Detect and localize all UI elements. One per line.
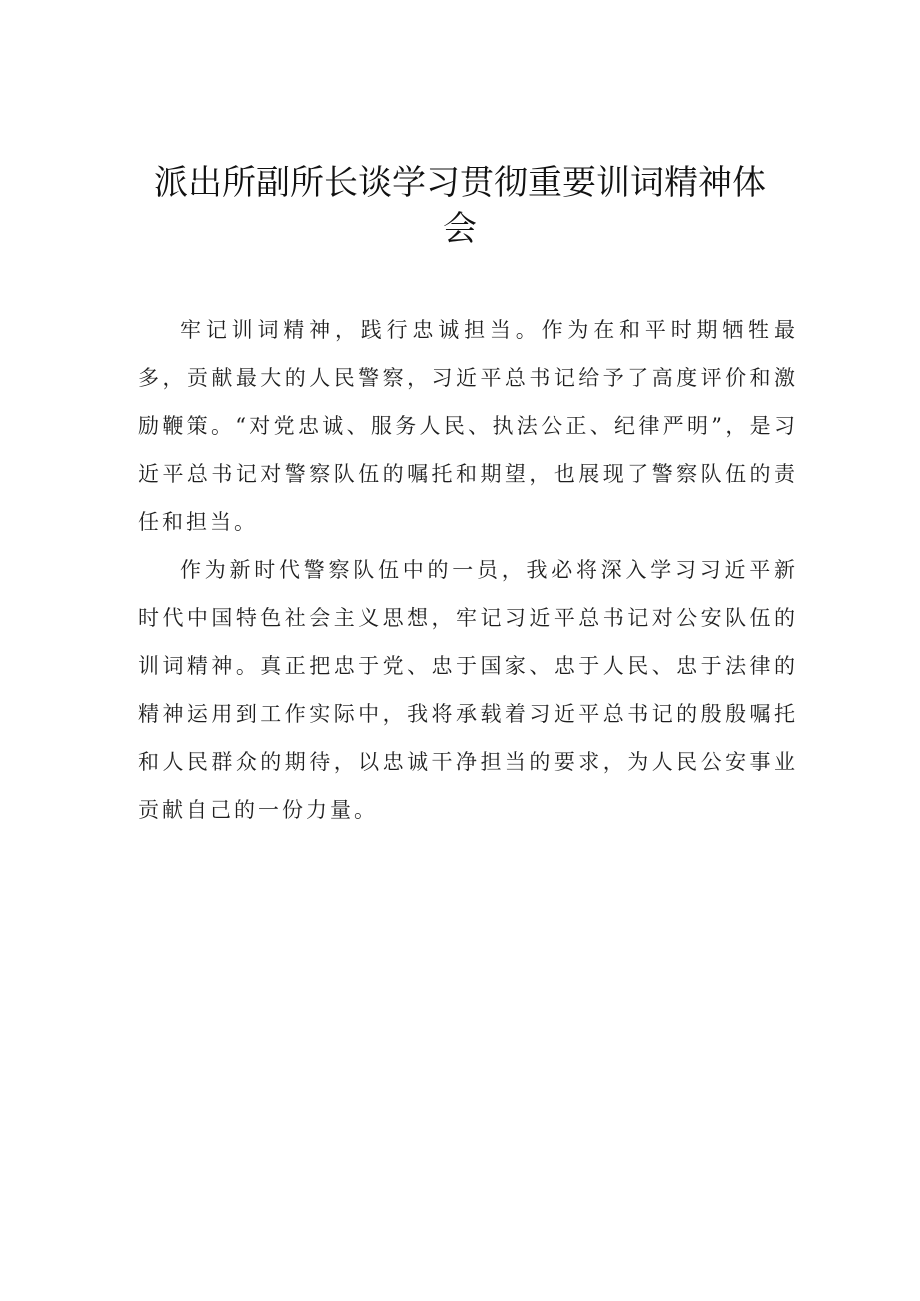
document-body <box>138 306 798 834</box>
paragraph: 作为新时代警察队伍中的一员，我必将深入学习习近平新时代中国特色社会主义思想，牢记习近平总书记对公安队伍的训词精神。真正把忠于党、忠于国家、忠于人民、忠于法律的精神运用到工作实际中，我将承载着习近平总书记的殷殷嘱托和人民群众的期待，以忠诚干净担当的要求，为人民公安事业贡献自己的一份力量。 <box>138 558 798 822</box>
document-title: 派出所副所长谈学习贯彻重要训词精神体会 <box>154 163 766 249</box>
paragraph: 牢记训词精神，践行忠诚担当。作为在和平时期牺牲最多，贡献最大的人民警察，习近平总书记给予了高度评价和激励鞭策。“对党忠诚、服务人民、执法公正、纪律严明”，是习近平总书记对警察队伍的嘱托和期望，也展现了警察队伍的责任和担当。 <box>138 318 798 534</box>
